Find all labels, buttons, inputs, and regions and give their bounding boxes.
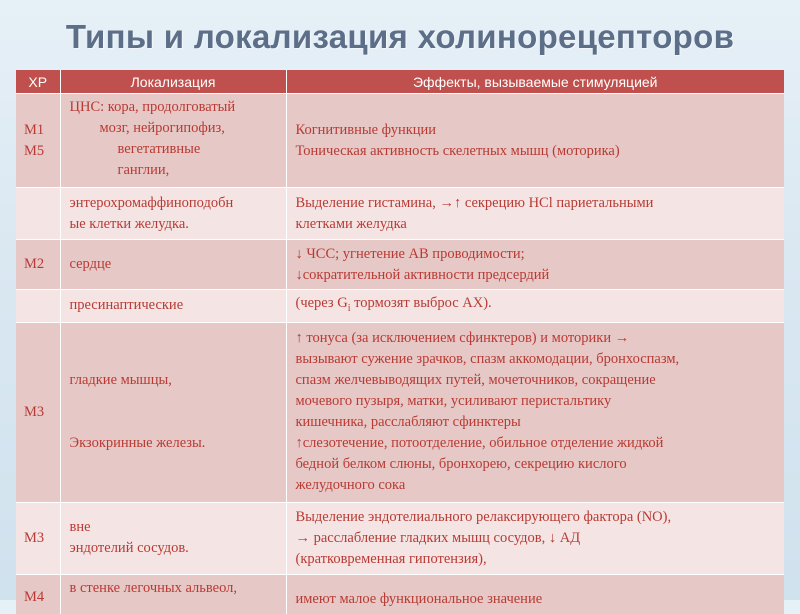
- effects-line: (кратковременная гипотензия),: [295, 550, 487, 567]
- localization-line: гладкие мышцы,: [69, 372, 172, 389]
- table-row: [16, 188, 784, 240]
- effects-cell: [286, 502, 784, 574]
- effects-line: [295, 295, 492, 314]
- localization-line: сердце: [69, 256, 112, 272]
- effects-line: имеют малое функциональное значение: [295, 590, 543, 607]
- receptor-cell: [16, 94, 60, 188]
- receptor-cell: [16, 574, 60, 614]
- effects-cell: [286, 290, 784, 323]
- receptor-label: М3: [24, 403, 45, 420]
- effects-text: тормозят выброс АХ).: [350, 295, 492, 311]
- receptor-cell: [16, 188, 60, 240]
- effects-cell: [286, 574, 784, 614]
- localization-cell: [60, 240, 286, 290]
- effects-line: ↓ ЧСС; угнетение АВ проводимости;: [295, 245, 525, 262]
- receptor-cell: [16, 322, 60, 502]
- table-row: [16, 290, 784, 323]
- header-localization: Локализация: [60, 70, 286, 94]
- localization-line: вне: [69, 519, 91, 536]
- effects-line: желудочного сока: [295, 477, 406, 494]
- effects-line: Тоническая активность скелетных мышц (моторика): [295, 142, 620, 159]
- localization-line: энтерохромаффиноподобн: [69, 194, 234, 211]
- receptor-label: М3: [24, 529, 45, 546]
- effects-cell: [286, 94, 784, 188]
- effects-text: (через G: [295, 295, 348, 311]
- effects-line: кишечника, расслабляют сфинктеры: [295, 414, 521, 431]
- localization-cell: [60, 94, 286, 188]
- localization-line: вегетативные: [117, 141, 201, 157]
- subscript: i: [347, 302, 351, 314]
- effects-line: ↓сократительной активности предсердий: [295, 266, 550, 283]
- effects-line: ↑слезотечение, потоотделение, обильное отделение жидкой: [295, 435, 664, 452]
- header-receptor: ХР: [16, 70, 60, 94]
- localization-cell: [60, 290, 286, 323]
- effects-line: вызывают сужение зрачков, спазм аккомодации, бронхоспазм,: [295, 351, 680, 368]
- localization-line: мозг, нейрогипофиз,: [99, 120, 225, 136]
- effects-line: спазм желчевыводящих путей, мочеточников, сокращение: [295, 372, 656, 389]
- localization-line: ганглии,: [117, 162, 170, 178]
- table-row: [16, 240, 784, 290]
- effects-cell: [286, 322, 784, 502]
- localization-line: эндотелий сосудов.: [69, 540, 189, 557]
- localization-line: Экзокринные железы.: [69, 435, 206, 452]
- effects-line: Выделение эндотелиального релаксирующего фактора (NO),: [295, 508, 672, 525]
- effects-line: бедной белком слюны, бронхорею, секрецию кислого: [295, 456, 627, 473]
- receptor-label: М1: [24, 121, 45, 138]
- table-row: [16, 94, 784, 188]
- localization-cell: [60, 188, 286, 240]
- localization-line: в стенке легочных альвеол,: [69, 579, 238, 596]
- receptor-table: [16, 70, 784, 614]
- table-header-row: [16, 70, 784, 94]
- localization-line: ЦНС: кора, продолговатый: [69, 99, 236, 115]
- localization-cell: [60, 322, 286, 502]
- receptor-cell: [16, 502, 60, 574]
- localization-line: пресинаптические: [69, 297, 184, 314]
- effects-line: мочевого пузыря, матки, усиливают перистальтику: [295, 393, 612, 410]
- header-effects: Эффекты, вызываемые стимуляцией: [286, 70, 784, 94]
- effects-line: ↑ тонуса (за исключением сфинктеров) и моторики →: [295, 330, 630, 347]
- table-row: [16, 502, 784, 574]
- receptor-cell: [16, 240, 60, 290]
- page-title: Типы и локализация холинорецепторов: [65, 18, 735, 55]
- effects-cell: [286, 240, 784, 290]
- effects-line: Когнитивные функции: [295, 121, 437, 138]
- table-row: [16, 574, 784, 614]
- effects-line: Выделение гистамина, →↑ секрецию НCl париетальными: [295, 194, 654, 211]
- effects-line: → расслабление гладких мышц сосудов, ↓ АД: [295, 529, 581, 546]
- effects-cell: [286, 188, 784, 240]
- localization-cell: [60, 502, 286, 574]
- receptor-label: М2: [24, 256, 45, 272]
- localization-cell: [60, 574, 286, 614]
- table-row: [16, 322, 784, 502]
- receptor-label: М5: [24, 142, 45, 159]
- effects-line: клетками желудка: [295, 215, 407, 232]
- receptor-label: М4: [24, 588, 45, 605]
- localization-line: ые клетки желудка.: [69, 215, 189, 232]
- receptor-cell: [16, 290, 60, 323]
